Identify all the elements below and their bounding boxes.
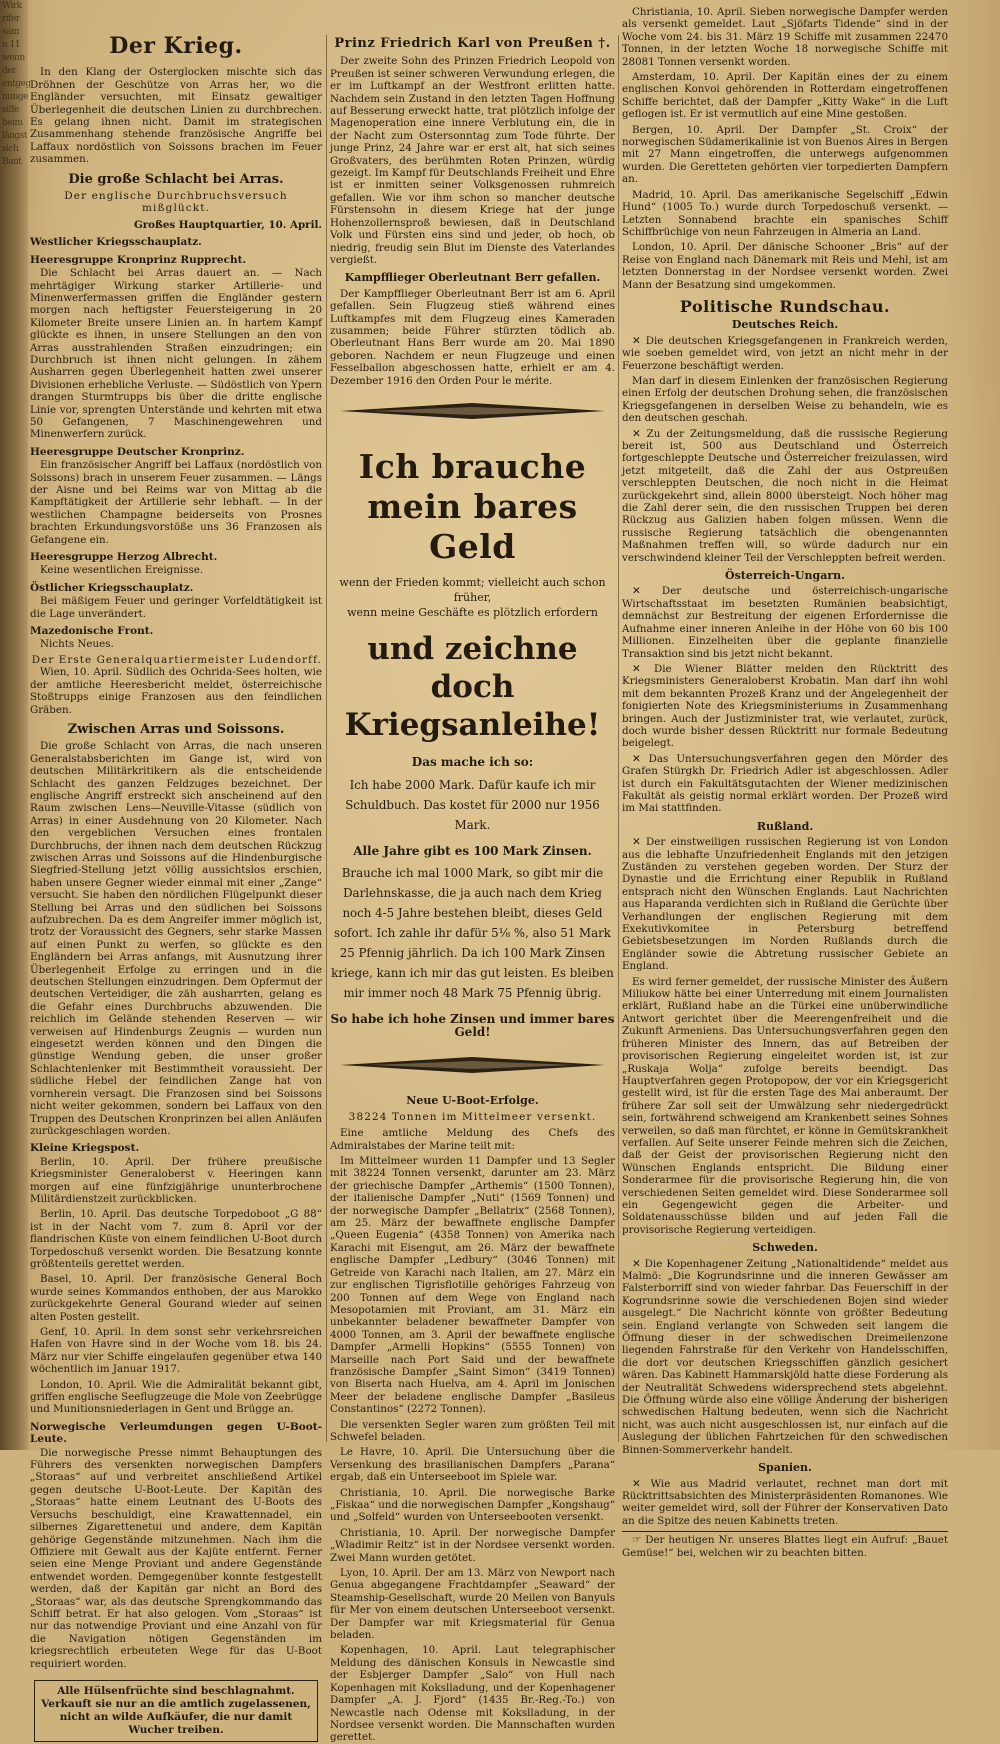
paragraph-arras-soissons: Die große Schlacht von Arras, die nach unseren Generalstabsberichten im Gange ist, wird von deutschen Militärkritikern als die entscheidende Schlacht des ganzen Feldzuges bezeichnet. Der englische Angriff erstreckt sich anscheinend auf den Raum zwischen Lens—Neuville-Vitasse (südlich von Arras) in einer Ausdehnung von 20 Kilometer. Nach den vergeblichen Versuchen eines frontalen Durchbruchs, der ihnen nach dem deutschen Rückzug zwischen Arras und Soissons auf die Hindenburgische Siegfried-Stellung jetzt völlig aussichtslos erschien, haben unsere Gegner wieder einmal mit einer „Zange“ versucht. Sie haben den nördlichen Flügelpunkt dieser Stellung bei Arras und den südlichen bei Soissons aufzubrechen. Da es dem Angreifer immer möglich ist, trotz der Voraussicht des Gegners, sehr starke Massen auf einen Punkt zu werfen, so glückte es den Engländern bei Arras anfangs, mit Ausnutzung ihrer Überlegenheit Erfolge zu erringen und in die deutschen Stellungen einzudringen. Dem Opfermut der deutschen Verteidiger, die zäh ausharrten, gelang es die Gefahr eines Durchbruchs abzuwenden. Die reichlich im Gelände stehenden Reserven — wir verweisen auf Hindenburgs Zeugnis — wurden nun eingesetzt werden können und den Dingen die günstige Wendung geben, die unser großer Schlachtenlenker mit Bestimmtheit voraussieht. Der südliche Hebel der feindlichen Zange hat von vornherein versagt. Die Franzosen sind bei Soissons nicht weiter gekommen, sondern bei Laffaux von den Truppen des Deutschen Kronprinzen bei allen Anläufen zurückgeschlagen worden. — [30, 740, 322, 1137]
ad-small-line-2: wenn meine Geschäfte es plötzlich erfordern — [347, 606, 598, 620]
kicker-albrecht: Heeresgruppe Herzog Albrecht. — [30, 551, 218, 564]
headline-russland: Rußland. — [756, 819, 814, 833]
paragraph-oestlicher: Bei mäßigem Feuer und geringer Vorfeldtätigkeit ist die Lage unverändert. — [30, 595, 322, 620]
paragraph-ru-2: Es wird ferner gemeldet, der russische Minister des Äußern Miliukow hätte bei einer Unterredung mit einem Journalisten erklärt, Rußland habe an die Türkei eine unüberwindliche Antwort gerichtet über die Meerengenfreiheit und die Zukunft Armeniens. Das Untersuchungsverfahren gegen den früheren Minister des Innern, das auf Betreiben der provisorischen Regierung eingeleitet worden ist, ist zur „Ruskaja Wolja“ zufolge bereits beendigt. Das Hauptverfahren gegen Protopopow, der vor ein Kriegsgericht gestellt wird, ist für die ersten Tage des Mai anberaumt. Der frühere Zar soll seit der Umwälzung sehr niedergedrückt sein, fortwährend schweigend am Krankenbett seines Sohnes verweilen, so daß man fürchtet, er könne in Gemütskrankheit verfallen. Auf Seite unserer Feinde mehren sich die Zeichen, daß der Geist der provisorischen Regierung nicht den Wünschen Englands entspricht. Die Bildung einer Sonderarmee für die provisorische Regierung hin, die von verschiedenen Seiten gemeldet wird. Diese Sonderarmee soll ein Gegengewicht gegen die Arbeiter- und Soldatenausschüsse bilden und auf jeden Fall die provisorische Regierung verteidigen. — [622, 975, 948, 1236]
kicker-kriegspost: Kleine Kriegspost. — [30, 1142, 140, 1155]
headline-deutsches-reich: Deutsches Reich. — [731, 318, 839, 332]
headline-uboot: Neue U-Boot-Erfolge. — [406, 1094, 539, 1108]
paragraph-amsterdam: Amsterdam, 10. April. Der Kapitän eines der zu einem englischen Konvoi gehörenden in Rotterdam eingetroffenen Schiffe berichtet, daß der Dampfer „Kitty Wake“ in die Luft geflogen ist. Er ist vermutlich auf eine Mine gestoßen. — [622, 71, 948, 121]
headline-arras-soissons: Zwischen Arras und Soissons. — [67, 721, 285, 737]
paragraph-uboot-1: Eine amtliche Meldung des Chefs des Admiralstabes der Marine teilt mit: — [330, 1127, 615, 1152]
ad-closing: So habe ich hohe Zinsen und immer bares Geld! — [330, 1012, 615, 1039]
ad-small-text — [330, 575, 615, 620]
kicker-kronprinz: Heeresgruppe Deutscher Kronprinz. — [30, 445, 245, 458]
dateline-hauptquartier: Großes Hauptquartier, 10. April. — [133, 218, 322, 231]
ad-headline-1-line-1: Ich brauche — [358, 447, 587, 487]
binding-spine — [0, 0, 31, 1450]
headline-schlacht-arras: Die große Schlacht bei Arras. — [68, 171, 284, 187]
paragraph-oe-1: ✕ Der deutsche und österreichisch-ungarische Wirtschaftsstaat im besetzten Rumänien beabsichtigt, demnächst zur Bestreitung der eigenen Erfordernisse die Aufnahme einer inneren Anleihe in der Höhe von 60 bis 100 Millionen. Einzelheiten über die geplante finanzielle Transaktion sind bis jetzt nicht bekannt. — [622, 585, 948, 660]
paragraph-london: London, 10. April. Wie die Admiralität bekannt gibt, griffen englische Seeflugzeuge die Mole von Zeebrügge und Munitionsniederlagen in Gent und Brügge an. — [30, 1378, 322, 1416]
intro-paragraph: In den Klang der Osterglocken mischte sich das Dröhnen der Geschütze von Arras her, wo die Engländer versuchten, mit Einsatz gewaltiger Überlegenheit die deutschen Linien zu durchbrechen. Es gelang ihnen nicht. Damit im strategischen Zusammenhang stehende französische Angriffe bei Laffaux nordöstlich von Soissons brachen im Feuer zusammen. — [30, 66, 322, 166]
paragraph-mazedonische: Nichts Neues. — [40, 638, 114, 651]
paragraph-uboot-3: Die versenkten Segler waren zum größten Teil mit Schwefel beladen. — [330, 1418, 615, 1443]
column-2 — [330, 0, 615, 1744]
paragraph-ru-1: ✕ Der einstweiligen russischen Regierung ist von London aus die lebhafte Unzufriedenheit Englands mit den jetzigen Zuständen zu verstehen gegeben worden. Der Sturz der Dynastie und die Errichtung einer Republik in Rußland entsprach nicht den Wünschen Englands. Laut Nachrichten aus Haparanda verdichten sich in Rußland die Gerüchte über Verhandlungen der englischen Regierung mit dem Exekutivkomitee in Petersburg betreffend Gebietsbesetzungen im Norden Rußlands durch die Engländer sowie die Abtretung russischer Gebiete an England. — [622, 836, 948, 973]
headline-schweden: Schweden. — [752, 1241, 818, 1255]
subheadline-durchbruch: Der englische Durchbruchsversuch mißglückt. — [64, 190, 288, 215]
paragraph-uboot-4: Le Havre, 10. April. Die Untersuchung über die Versenkung des brasilianischen Dampfers „Parana“ ergab, daß ein Unterseeboot im Spiele war. — [330, 1446, 615, 1484]
ad-subhead-1: Das mache ich so: — [411, 755, 534, 770]
ornament-rule-bottom — [330, 1054, 615, 1076]
paragraph-christiania: Christiania, 10. April. Sieben norwegische Dampfer werden als versenkt gemeldet. Laut „Sjöfarts Tidende“ sind in der Woche vom 24. bis 31. März 19 Schiffe mit zusammen 22470 Tonnen, in der letzten Woche 18 norwegische Schiffe mit 28081 Tonnen versenkt worden. — [622, 6, 948, 68]
ad-small-line-1: wenn der Frieden kommt; vielleicht auch schon früher, — [339, 576, 606, 605]
ad-headline-2-line-2: Kriegsanleihe! — [344, 707, 601, 744]
column-rule-2 — [618, 35, 619, 1442]
paragraph-prinz: Der zweite Sohn des Prinzen Friedrich Leopold von Preußen ist seiner schweren Verwundung erlegen, die er im Luftkampf an der Westfront erlitten hatte. Nachdem sein Zustand in den letzten Tagen Hoffnung auf Besserung erweckt hatte, trat plötzlich infolge der Magenoperation eine innere Verblutung ein, die in der Nacht zum Ostersonntag zum Tode führte. Der junge Prinz, 24 Jahre war er erst alt, hat sich seines Großvaters, des berühmten Roten Prinzen, würdig gezeigt. Im Kampf für Deutschlands Freiheit und Ehre ist er inmitten seiner Volksgenossen ruhmreich gefallen. Wie vor ihm schon so mancher deutsche Fürstensohn in diesem Kriege hat der junge Hohenzollernsproß bewiesen, daß in Deutschland Volk und Fürsten eins sind und jeder, ob hoch, ob niedrig, freudig sein Blut im Dienste des Vaterlandes vergießt. — [330, 55, 615, 266]
footer-divider — [622, 1531, 948, 1532]
ad-headline-2 — [330, 630, 615, 744]
headline-oesterreich: Österreich-Ungarn. — [725, 569, 845, 583]
section-title-der-krieg: Der Krieg. — [109, 33, 243, 59]
paragraph-uboot-6: Christiania, 10. April. Der norwegische Dampfer „Wladimir Reitz“ ist in der Nordsee versenkt worden. Zwei Mann wurden getötet. — [330, 1526, 615, 1564]
paragraph-london-schooner: London, 10. April. Der dänische Schooner „Bris“ auf der Reise von England nach Dänemark mit Reis und Mehl, ist am letzten Donnerstag in der Nordsee versenkt worden. Zwei Mann der Besatzung sind umgekommen. — [622, 241, 948, 291]
ad-subhead-2: Alle Jahre gibt es 100 Mark Zinsen. — [353, 843, 592, 858]
ad-headline-1 — [330, 447, 615, 567]
paragraph-basel: Basel, 10. April. Der französische General Boch wurde seines Kommandos enthoben, der aus Marokko zurückgekehrte General Gourand wieder auf seinen alten Posten gestellt. — [30, 1273, 322, 1323]
paragraph-berlin-2: Berlin, 10. April. Das deutsche Torpedoboot „G 88“ ist in der Nacht vom 7. zum 8. April vor der flandrischen Küste von einem feindlichen U-Boot durch Torpedoschuß versenkt worden. Die Besatzung konnte größtenteils gerettet werden. — [30, 1208, 322, 1270]
ad-headline-1-line-2: mein bares Geld — [367, 487, 578, 567]
paragraph-dr-2: Man darf in diesem Einlenken der französischen Regierung einen Erfolg der deutschen Drohung sehen, die französischen Kriegsgefangenen in derselben Weise zu behandeln, wie es den deutschen geschah. — [622, 374, 948, 425]
paragraph-dr-1: ✕ Die deutschen Kriegsgefangenen in Frankreich werden, wie soeben gemeldet wird, von jetzt an nicht mehr in der Feuerzone beschäftigt werden. — [622, 334, 948, 372]
paragraph-uboot-8: Kopenhagen, 10. April. Laut telegraphischer Meldung des dänischen Konsuls in Newcastle sind der Esbjerger Dampfer „Salo“ von Hull nach Kopenhagen mit Kokslladung, und der Kopenhagener Dampfer „A. J. Fjord“ (1435 Br.-Reg.-To.) von Newcastle nach Odense mit Kokslladung, in der Nordsee versenkt worden. Die Mannschaften wurden gerettet. — [330, 1644, 615, 1744]
column-3 — [622, 0, 948, 1559]
paragraph-genf: Genf, 10. April. In dem sonst sehr verkehrsreichen Hafen von Havre sind in der Woche vom 18. bis 24. März nur vier Schiffe eingelaufen gegenüber etwa 140 wöchentlich im Januar 1917. — [30, 1326, 322, 1376]
paragraph-uboot-5: Christiania, 10. April. Die norwegische Barke „Fiskaa“ und die norwegischen Dampfer „Kongshaug“ und „Solfeld“ wurden von Unterseebooten versenkt. — [330, 1486, 615, 1524]
paragraph-oe-3: ✕ Das Untersuchungsverfahren gegen den Mörder des Grafen Stürgkh Dr. Friedrich Adler ist abgeschlossen. Adler ist durch ein Fakultätsgutachten der Wiener medizinischen Fakultät als geistig normal erklärt worden. Der Prozeß wird im Mai stattfinden. — [622, 752, 948, 815]
paragraph-bergen: Bergen, 10. April. Der Dampfer „St. Croix“ der norwegischen Südamerikalinie ist von Buenos Aires in Bergen mit 27 Mann eingetroffen, die unterwegs aufgenommen wurden. Die Geretteten gehörten vier torpedierten Dampfern an. — [622, 123, 948, 186]
paragraph-sp-1: ✕ Wie aus Madrid verlautet, rechnet man dort mit Rücktrittsabsichten des Ministerpräsidenten Romanones. Wie weiter gemeldet wird, soll der Führer der Konservativen Dato an die Spitze des neuen Kabinetts treten. — [622, 1477, 948, 1527]
column-1 — [30, 0, 322, 1736]
kicker-rupprecht: Heeresgruppe Kronprinz Rupprecht. — [30, 253, 247, 266]
notice-box-huelsenfruechte: Alle Hülsenfrüchte sind beschlagnahmt. Verkauft sie nur an die amtlich zugelassenen, nicht an wilde Aufkäufer, die nur damit Wucher treiben. — [34, 1680, 318, 1742]
paragraph-kronprinz: Ein französischer Angriff bei Laffaux (nordöstlich von Soissons) brach in unserem Feuer zusammen. — Längs der Aisne und bei Reims war von Mittag ab die Kampftätigkeit der Artillerie sehr lebhaft. — In der westlichen Champagne beiderseits von Prosnes brachten Erkundungsvorstöße uns 36 Franzosen als Gefangene ein. — [30, 459, 322, 546]
paragraph-berlin-1: Berlin, 10. April. Der frühere preußische Kriegsminister Generaloberst v. Heeringen kann morgen auf eine fünfzigjährige ununterbrochene Militärdienstzeit zurückblicken. — [30, 1155, 322, 1205]
kicker-norwegische: Norwegische Verleumdungen gegen U-Boot-Leute. — [30, 1420, 322, 1446]
paragraph-rupprecht: Die Schlacht bei Arras dauert an. — Nach mehrtägiger Wirkung starker Artillerie- und Minenwerfermassen griffen die Engländer gestern morgen nach heftigster Feuersteigerung in 20 Kilometer Breite unsere Linien an. In hartem Kampf glückte es ihnen, in unsere Stellungen an den von Arras ausstrahlenden Straßen einzudringen; ein Durchbruch ist ihnen nicht gelungen. In zähem Ausharren gegen Überlegenheit hatten zwei unserer Divisionen erhebliche Verluste. — Südöstlich von Ypern drangen Sturmtrupps bis über die dritte englische Linie vor, sprengten Unterstände und kehrten mit etwa 50 Gefangenen, 7 Maschinengewehren und Minenwerfern zurück. — [30, 267, 322, 441]
paragraph-berr: Der Kampfflieger Oberleutnant Berr ist am 6. April gefallen. Sein Flugzeug stieß während eines Luftkampfes mit dem Flugzeug eines Kameraden zusammen; beide Führer stürzten tödlich ab. Oberleutnant Hans Berr wurde am 20. Mai 1890 geboren. Nachdem er neun Flugzeuge und einen Fesselballon abgeschossen hatte, erhielt er am 4. Dezember 1916 den Orden Pour le mérite. — [330, 287, 615, 387]
footer-note: ☞ Der heutigen Nr. unseres Blattes liegt ein Aufruf: „Bauet Gemüse!“ bei, welchen wir zu beachten bitten. — [622, 1534, 948, 1559]
subheadline-uboot: 38224 Tonnen im Mittelmeer versenkt. — [348, 1110, 597, 1123]
ad-text-2: Brauche ich mal 1000 Mark, so gibt mir die Darlehnskasse, die ja auch nach dem Krieg noch 4-5 Jahre bestehen bleibt, dieses Geld sofort. Ich zahle ihr dafür 5⅛ %, also 51 Mark 25 Pfennig jährlich. Da ich 100 Mark Zinsen kriege, kann ich mir das gut leisten. Es bleiben mir immer noch 48 Mark 75 Pfennig übrig. — [331, 866, 614, 1001]
paragraph-uboot-2: Im Mittelmeer wurden 11 Dampfer und 13 Segler mit 38224 Tonnen versenkt, darunter am 23. März der griechische Dampfer „Arthemis“ (1500 Tonnen), der italienische Dampfer „Nuti“ (1569 Tonnen) und der norwegische Dampfer „Bellatrix“ (2568 Tonnen), am 25. März der bewaffnete englische Dampfer „Queen Eugenia“ (4358 Tonnen) von Amerika nach Karachi mit Eisengut, am 26. März der bewaffnete englische Dampfer „Ledbury“ (3046 Tonnen) mit Getreide von Karachi nach Italien, am 27. März ein zur englischen Tigrisflotille gehöriges Fahrzeug von 200 Tonnen auf dem Wege von England nach Mesopotamien mit Proviant, am 31. März ein unbekannter beladener bewaffneter Dampfer von 4000 Tonnen, am 3. April der bewaffnete englische Dampfer „Armelli Hopkins“ (5555 Tonnen) von Marseille nach Port Said und der bewaffnete französische Dampfer „Saint Simon“ (3419 Tonnen) von Biserta nach Huelva, am 4. April im Jonischen Meer der beladene englische Dampfer „Basileus Constantinos“ (2272 Tonnen). — [330, 1155, 615, 1416]
kicker-mazedonische: Mazedonische Front. — [30, 625, 154, 638]
paragraph-wien: Wien, 10. April. Südlich des Ochrida-Sees holten, wie der amtliche Heeresbericht meldet, österreichische Stoßtrupps einige Franzosen aus den feindlichen Gräben. — [30, 666, 322, 716]
signature-ludendorff: Der Erste Generalquartiermeister Ludendorff. — [31, 653, 322, 666]
headline-spanien: Spanien. — [758, 1461, 812, 1475]
headline-politische-rundschau: Politische Rundschau. — [679, 296, 891, 316]
column-rule-1 — [326, 35, 327, 1442]
headline-berr: Kampfflieger Oberleutnant Berr gefallen. — [344, 271, 601, 285]
spine-text: Wirk rifer sam n 11 wenn der entgeg nunge siffe beim längst sich Bant — [2, 1, 31, 167]
paragraph-madrid: Madrid, 10. April. Das amerikanische Segelschiff „Edwin Hund“ (1005 To.) wurde durch Torpedoschuß versenkt. — Letzten Sonnabend brachte ein spanisches Schiff Schiffbrüchige von neun Fahrzeugen in Almeria an Land. — [622, 188, 948, 238]
paragraph-albrecht: Keine wesentlichen Ereignisse. — [40, 564, 204, 577]
paragraph-norwegische: Die norwegische Presse nimmt Behauptungen des Führers des versenkten norwegischen Dampfers „Storaas“ auf und verbreitet anschließend Artikel gegen deutsche U-Boot-Leute. Der Kapitän des „Storaas“ hatte einem Leutnant des U-Boots des Versuchs beschuldigt, eine Krawattennadel, ein silbernes Zigarettenetui und andere, dem Kapitän gehörige Gegenstände mitzunehmen. Nach ihm die Offiziere mit Gewalt aus der Kajüte entfernt. Ferner seien eine Menge Proviant und andere Gegenstände entwendet worden. Demgegenüber konnte festgestellt werden, daß der Kapitän gar nicht an Bord des „Storaas“ war, als das deutsche Sprengkommando das Schiff betrat. Er hat also gelogen. Vom „Storaas“ ist nur das notwendige Proviant und eine Anzahl von für die Navigation nötigen Gegenständen im kriegsrechtlich erbeuteten Wege für das U-Boot requiriert worden. — [30, 1446, 322, 1670]
ad-headline-2-line-1: und zeichne doch — [367, 631, 578, 706]
paragraph-oe-2: ✕ Die Wiener Blätter melden den Rücktritt des Kriegsministers Generaloberst Krobatin. Man darf ihn wohl mit dem bekannten Prozeß Kranz und der Angelegenheit der fonigierten Note des Kriegsministeriums in Zusammenhang bringen. Auch der Justizminister trat, wie verlautet, zurück, doch wurde bisher dessen Rücktritt nur formale Bedeutung beigelegt. — [622, 662, 948, 750]
paragraph-sw-1: ✕ Die Kopenhagener Zeitung „Nationaltidende“ meldet aus Malmö: „Die Kogrundsrinne und die inneren Gewässer am Falsterborriff sind von wieder fahrbar. Das Feuerschiff in der Kogrundsrinne sowie die verschiedenen Bojen sind wieder ausgelegt.“ Die Nachricht könnte von größter Bedeutung sein. England verlangte von Schweden seit langem die Öffnung dieser in der schwedischen Dreimeilenzone liegenden Fahrstraße für den Verkehr von Handelsschiffen, die dort vor deutschen Kriegsschiffen gänzlich gesichert wären. Das Kabinett Hammarskjöld hatte diese Forderung als der Neutralität Schwedens widersprechend stets abgelehnt. Die Öffnung würde also eine völlige Änderung der bisherigen schwedischen Haltung bedeuten, wenn sich die Nachricht nicht, was auch nicht ausgeschlossen ist, nur einfach auf die Auslegung der üblichen Fahrtzeichen für den schwedischen Binnen-Sommerverkehr handelt. — [622, 1257, 948, 1456]
paragraph-dr-3: ✕ Zu der Zeitungsmeldung, daß die russische Regierung bereit ist, 500 aus Deutschland und Österreich fortgeschleppte Deutsche und Österreicher freizulassen, wird jetzt mitgeteilt, daß die Zahl der aus Ostpreußen verschleppten Deutschen, die noch nicht in die Heimat zurückgekehrt sind, allein 8000 übersteigt. Noch höher mag die Zahl derer sein, die den russischen Truppen bei deren Rückzug aus Galizien haben folgen müssen. Wenn die russische Regierung tatsächlich die obengenannten Maßnahmen treffen will, so würde dadurch nur ein verschwindend kleiner Teil der Verschleppten befreit werden. — [622, 427, 948, 564]
kicker-oestlicher: Östlicher Kriegsschauplatz. — [30, 581, 194, 594]
ad-text-1: Ich habe 2000 Mark. Dafür kaufe ich mir Schuldbuch. Das kostet für 2000 nur 1956 Mark. — [345, 777, 600, 832]
kicker-westlicher: Westlicher Kriegsschauplatz. — [30, 236, 202, 249]
ornament-rule-top — [330, 400, 615, 422]
headline-prinz: Prinz Friedrich Karl von Preußen †. — [334, 36, 611, 51]
paragraph-uboot-7: Lyon, 10. April. Der am 13. März von Newport nach Genua abgegangene Frachtdampfer „Seaward“ der Steamship-Gesellschaft, wurde 20 Meilen von Banyuls für Mer von einem deutschen Unterseeboot versenkt. Der Dampfer war mit Kriegsmaterial für Genua beladen. — [330, 1567, 615, 1642]
